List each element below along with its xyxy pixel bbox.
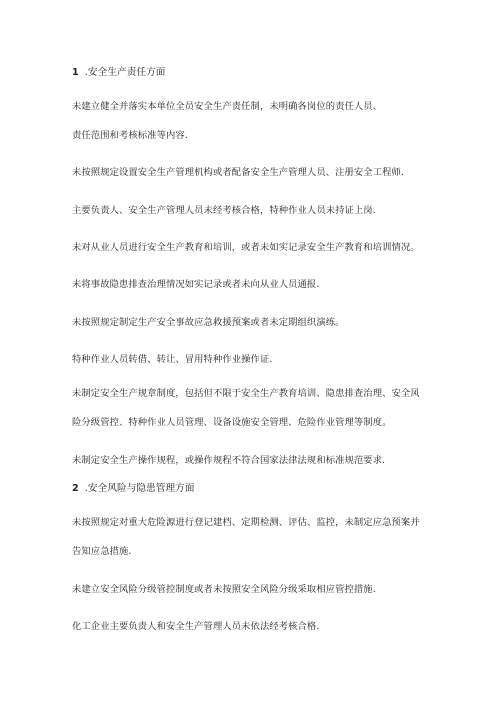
- section-1-item-8-line-2: 险分级管控、特种作业人员管理、设备设施安全管理、危险作业管理等制度。: [72, 417, 392, 428]
- section-1-item-3: 主要负责人、安全生产管理人员未经考核合格，特种作业人员未持证上岗.: [72, 205, 376, 216]
- section-2-heading: [72, 483, 472, 495]
- section-2-number: 2: [72, 483, 79, 494]
- section-1-item-7: 特种作业人员转借、转让、冒用特种作业操作证.: [72, 354, 273, 365]
- section-1-heading: [72, 67, 472, 79]
- section-2-item-1-line-2: 告知应急措施.: [72, 546, 132, 557]
- section-2-item-3: 化工企业主要负责人和安全生产管理人员未依法经考核合格.: [72, 621, 320, 632]
- section-2-item-1-line-1: 未按照规定对重大危险源进行登记建档、定期检测、评估、监控，未制定应急预案并: [72, 517, 420, 528]
- section-1-item-5: 未将事故隐患排查治理情况如实记录或者未向从业人员通报.: [72, 279, 320, 290]
- section-1-item-4: 未对从业人员进行安全生产教育和培训，或者未如实记录安全生产教育和培训情况。: [72, 242, 420, 253]
- section-1-number: 1: [72, 67, 79, 78]
- section-1-title: .安全生产责任方面: [84, 67, 166, 78]
- section-2-item-2: 未建立安全风险分级管控制度或者未按照安全风险分级采取相应管控措施.: [72, 584, 376, 595]
- section-1-item-1-line-2: 责任范围和考核标准等内容.: [72, 130, 188, 141]
- section-2-title: .安全风险与隐患管理方面: [84, 483, 195, 494]
- section-1-item-2: 未按照规定设置安全生产管理机构或者配备安全生产管理人员、注册安全工程师.: [72, 167, 404, 178]
- section-1-item-8-line-1: 未制定安全生产规章制度，包括但不限于安全生产教育培训、隐患排查治理、安全风: [72, 388, 420, 399]
- section-1-item-9: 未制定安全生产操作规程，或操作规程不符合国家法律法规和标准规范要求.: [72, 455, 386, 466]
- section-1-item-1-line-1: 未建立健全并落实本单位全员安全生产责任制，未明确各岗位的责任人员、: [72, 101, 383, 112]
- section-1-item-6: 未按照规定制定生产安全事故应急救援预案或者未定期组织演练。: [72, 317, 345, 328]
